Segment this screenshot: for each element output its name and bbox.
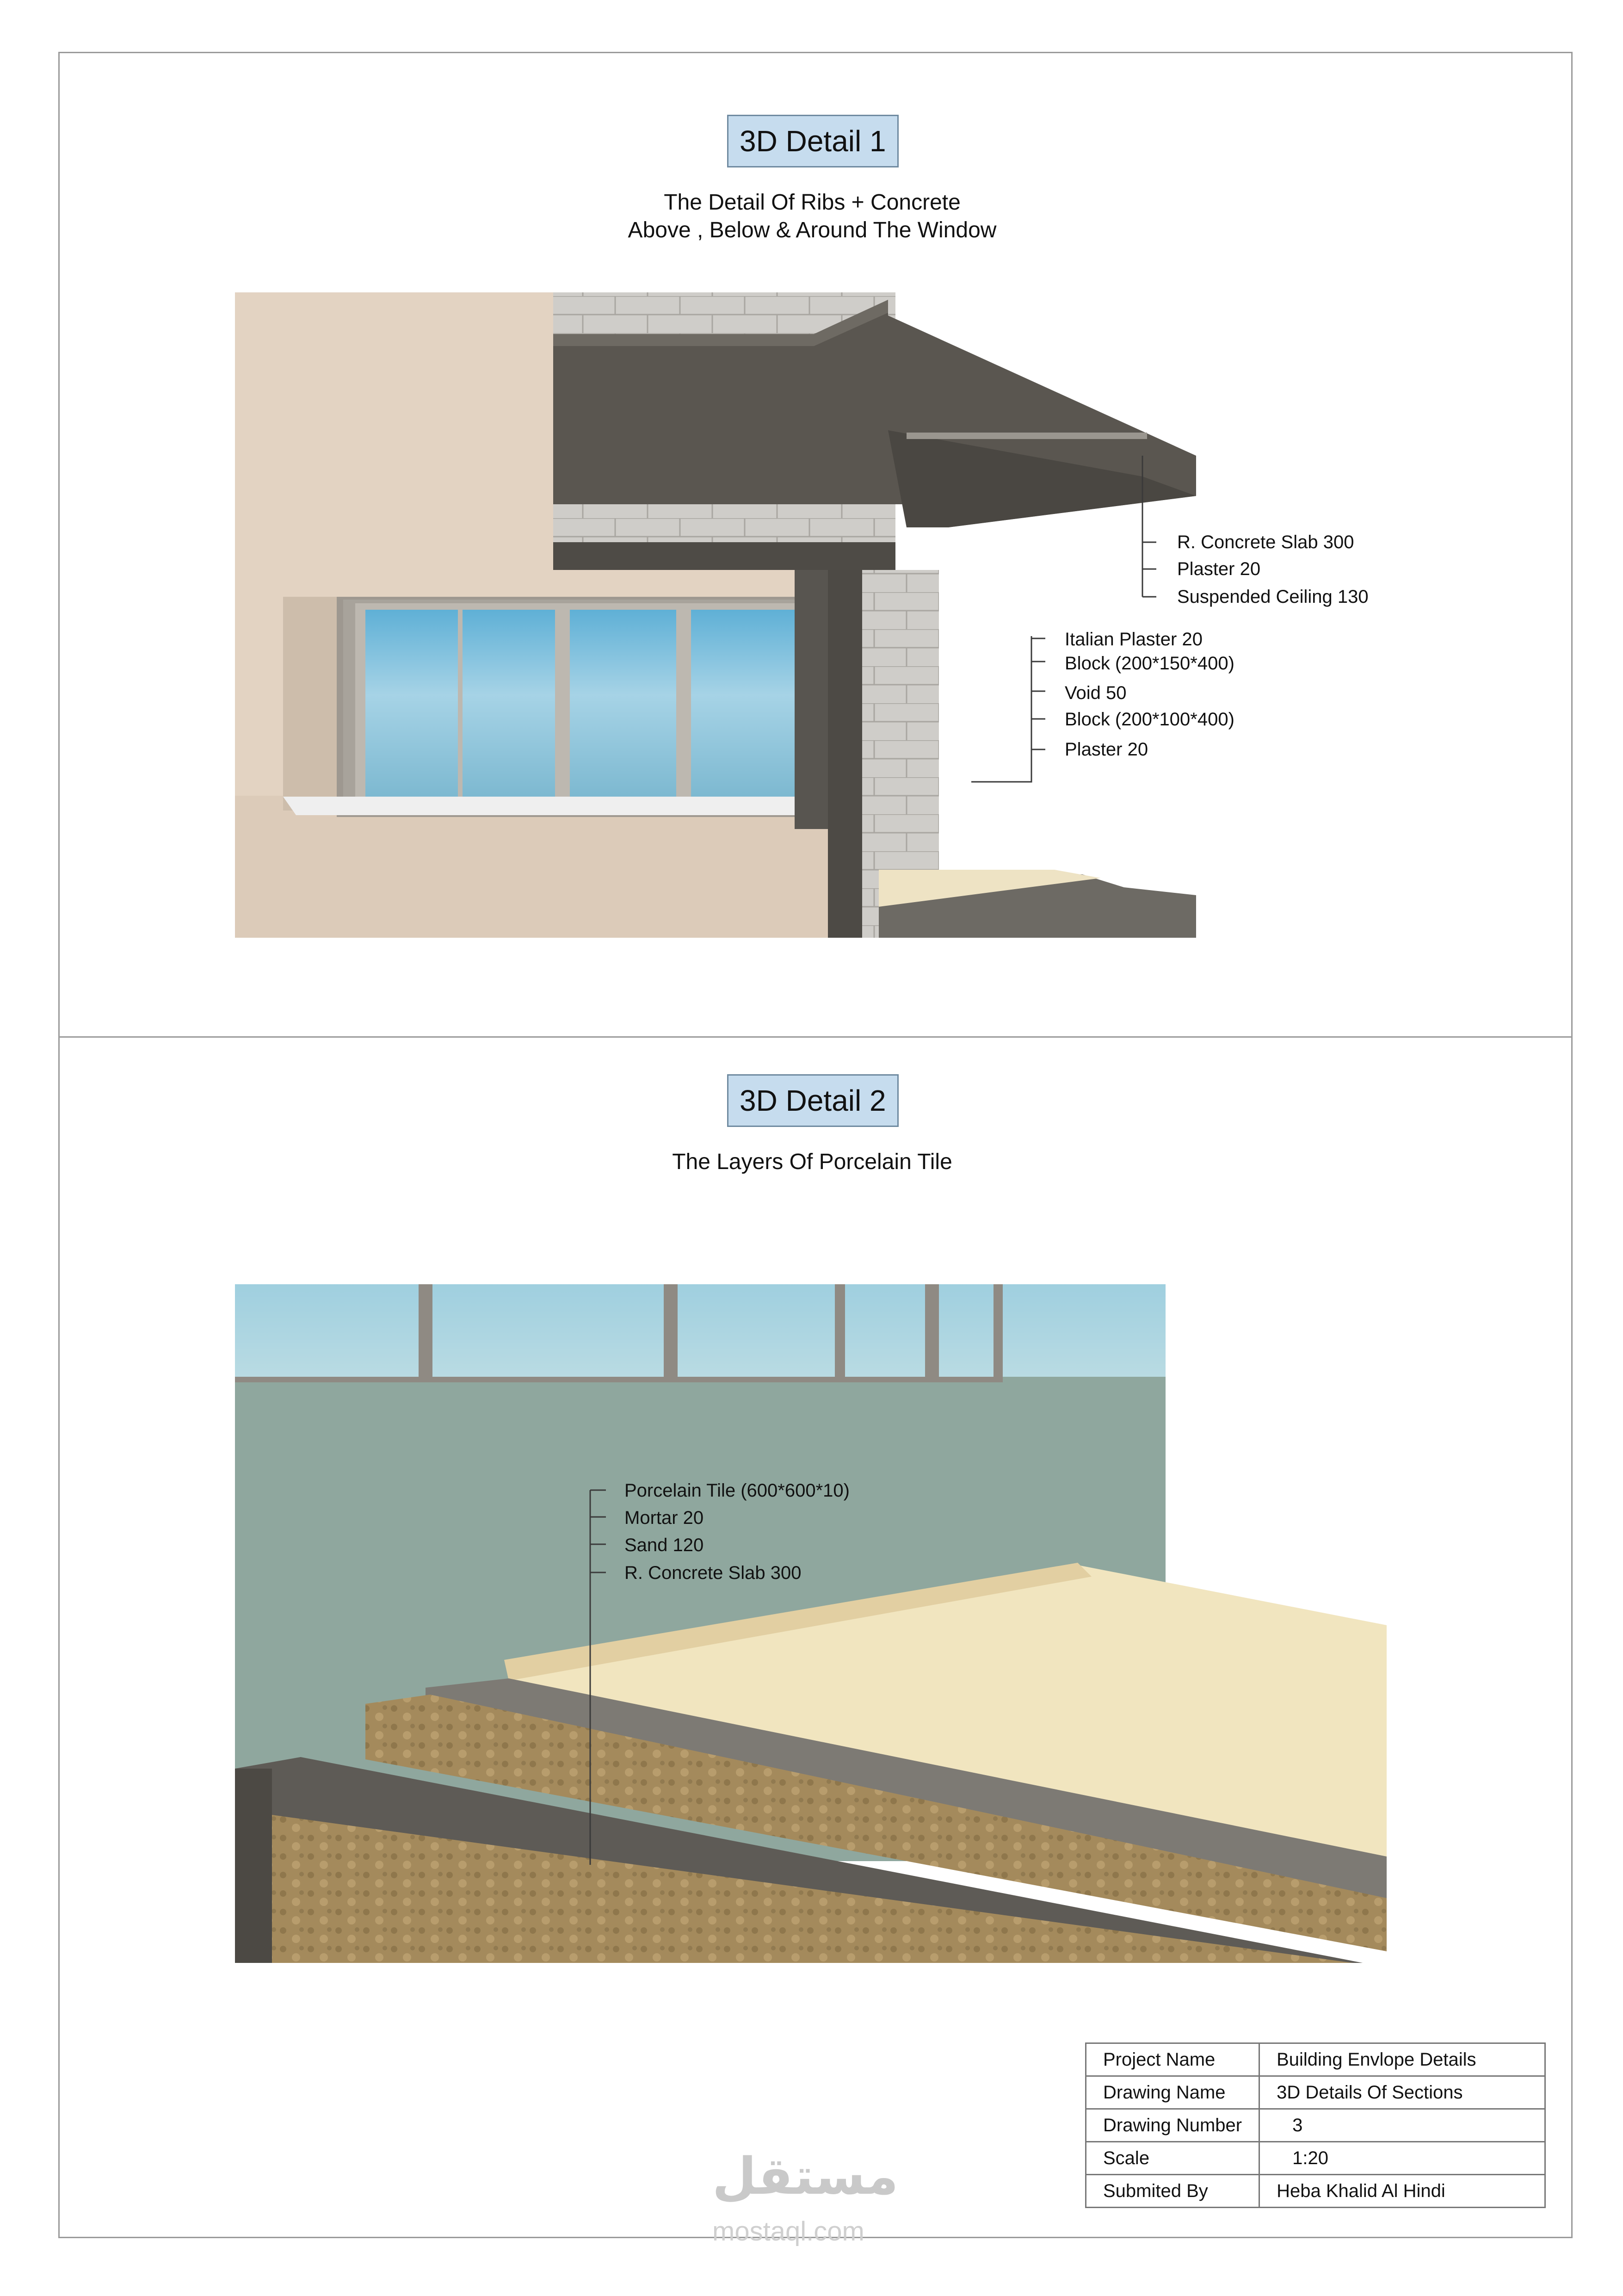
title-block-row: [1086, 2076, 1545, 2109]
detail1-label-italian-plaster: Italian Plaster 20: [1065, 629, 1203, 650]
window: [355, 603, 822, 807]
scale-key: Scale: [1086, 2142, 1259, 2175]
detail2-label-sand: Sand 120: [624, 1535, 704, 1555]
detail1-label-plaster: Plaster 20: [1177, 559, 1261, 579]
title-block: [1085, 2042, 1546, 2208]
detail1-label-ceiling: Suspended Ceiling 130: [1177, 587, 1369, 607]
detail1-title: 3D Detail 1: [727, 115, 899, 167]
detail2-label-tile: Porcelain Tile (600*600*10): [624, 1480, 850, 1501]
project-name-value: Building Envlope Details: [1259, 2043, 1545, 2076]
title-block-row: [1086, 2142, 1545, 2175]
detail1-label-slab: R. Concrete Slab 300: [1177, 532, 1354, 552]
window-strip: [235, 1284, 1166, 1377]
detail1-label-void: Void 50: [1065, 683, 1127, 703]
scale-value: 1:20: [1259, 2142, 1545, 2175]
detail1-label-block-100: Block (200*100*400): [1065, 709, 1234, 730]
project-name-key: Project Name: [1086, 2043, 1259, 2076]
title-block-row: [1086, 2175, 1545, 2208]
watermark-latin: mostaql.com: [712, 2216, 864, 2246]
detail2-subtitle: The Layers Of Porcelain Tile: [672, 1150, 952, 1174]
detail1-label-block-150: Block (200*150*400): [1065, 653, 1234, 674]
drawing-number-key: Drawing Number: [1086, 2109, 1259, 2142]
detail2-label-slab: R. Concrete Slab 300: [624, 1563, 802, 1583]
marble-sill: [283, 797, 828, 815]
detail1-subtitle-line2: Above , Below & Around The Window: [628, 218, 997, 242]
submitted-by-key: Submited By: [1086, 2175, 1259, 2208]
detail2-label-mortar: Mortar 20: [624, 1508, 704, 1528]
drawing-name-key: Drawing Name: [1086, 2076, 1259, 2109]
drawing-number-value: 3: [1259, 2109, 1545, 2142]
detail1-subtitle-line1: The Detail Of Ribs + Concrete: [664, 190, 961, 215]
title-block-row: [1086, 2109, 1545, 2142]
watermark-arabic: مستقل: [712, 2148, 899, 2205]
detail1-label-plaster-inner: Plaster 20: [1065, 739, 1148, 760]
detail2-title: 3D Detail 2: [727, 1074, 899, 1127]
detail1-render: [0, 0, 1623, 1036]
title-block-row: [1086, 2043, 1545, 2076]
drawing-name-value: 3D Details Of Sections: [1259, 2076, 1545, 2109]
submitted-by-value: Heba Khalid Al Hindi: [1259, 2175, 1545, 2208]
